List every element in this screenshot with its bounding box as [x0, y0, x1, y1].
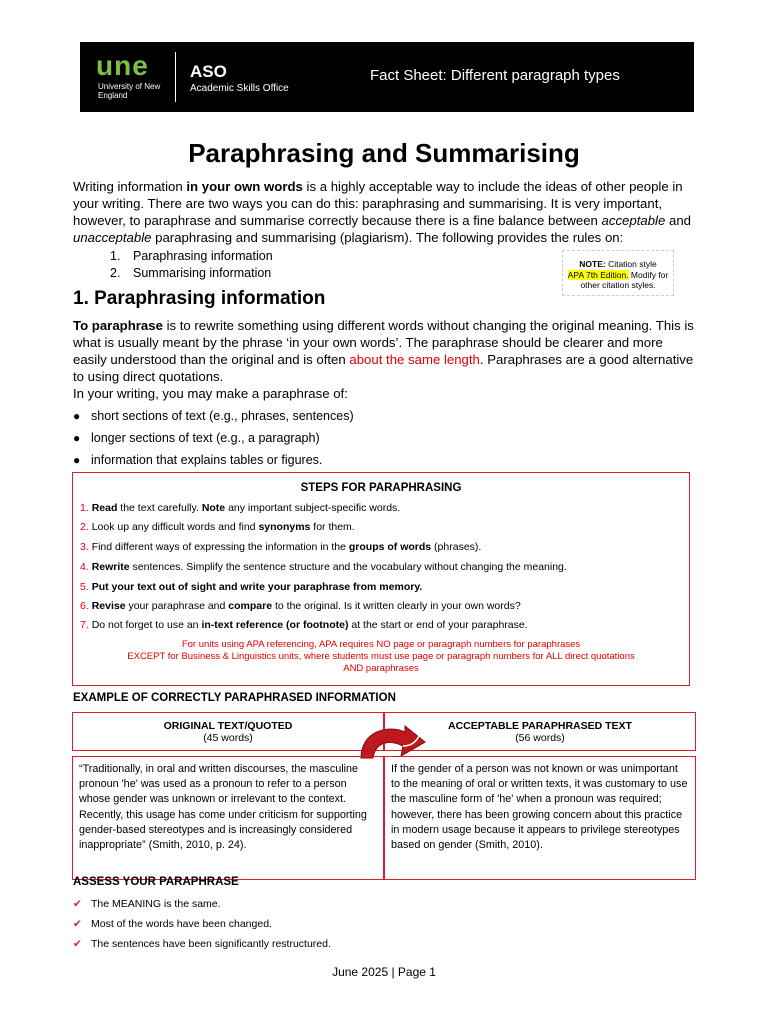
apa-note: For units using APA referencing, APA requires NO page or paragraph numbers for paraphrases EXCEPT for Business & Linguistics units, where students must use page or paragraph numbers for ALL direct quotations AND paraphrases [127, 639, 635, 674]
curved-arrow-icon [357, 722, 429, 760]
une-logo: une [96, 50, 149, 81]
assess-title: ASSESS YOUR PARAPHRASE [73, 876, 239, 888]
intro-list [110, 248, 273, 282]
step-4: 4. Rewrite sentences. Simplify the sentence structure and the vocabulary without changing the meaning. [80, 561, 567, 573]
paraphrased-header: ACCEPTABLE PARAPHRASED TEXT (56 words) [384, 712, 696, 751]
step-2: 2. Look up any difficult words and find synonyms for them. [80, 521, 355, 533]
page-title: Paraphrasing and Summarising [188, 138, 580, 168]
step-7: 7. Do not forget to use an in-text reference (or footnote) at the start or end of your paraphrase. [80, 619, 528, 631]
bullet-icon: ● [73, 409, 81, 423]
header-banner [80, 42, 694, 112]
step-1: 1. Read the text carefully. Note any important subject-specific words. [80, 502, 401, 514]
university-name: University of New England [98, 82, 161, 100]
check-icon: ✔ [73, 918, 82, 930]
list-item: ● longer sections of text (e.g., a paragraph) [73, 428, 354, 450]
check-icon: ✔ [73, 898, 82, 910]
steps-box [72, 472, 690, 686]
paraphrase-definition: To paraphrase is to rewrite something using different words without changing the original meaning. This is what is usually meant by the phrase ‘in your own words’. The paraphrase should be clearer and more easily understood than the original and is often about the same length. Paraphrases are a good alternative to using direct quotations. [73, 318, 694, 384]
list-item: ● information that explains tables or figures. [73, 450, 354, 472]
original-header: ORIGINAL TEXT/QUOTED (45 words) [72, 712, 384, 751]
assess-list [73, 895, 331, 955]
intro-paragraph: Writing information in your own words is a highly acceptable way to include the ideas of other people in your writing. There are two ways you can do this: paraphrasing and summarising. It is very important, however, to paraphrase and summarise correctly because there is a fine balance between acceptable and unacceptable paraphrasing and summarising (plagiarism). The following provides the rules on: [73, 179, 691, 245]
list-item: ✔ The sentences have been significantly restructured. [73, 935, 331, 955]
list-item: 1. Paraphrasing information [110, 249, 273, 263]
paraphrase-intro: In your writing, you may make a paraphrase of: [73, 386, 348, 401]
step-6: 6. Revise your paraphrase and compare to the original. Is it written clearly in your own words? [80, 600, 521, 612]
logo-divider [175, 52, 176, 102]
section-heading: 1. Paraphrasing information [73, 288, 326, 309]
check-icon: ✔ [73, 938, 82, 950]
aso-label: ASO [190, 62, 227, 81]
steps-title: STEPS FOR PARAPHRASING [300, 482, 462, 494]
bullet-list [73, 406, 354, 472]
bullet-icon: ● [73, 431, 81, 445]
step-3: 3. Find different ways of expressing the information in the groups of words (phrases). [80, 541, 482, 553]
list-item: 2. Summarising information [110, 266, 272, 280]
list-item: ● short sections of text (e.g., phrases, sentences) [73, 406, 354, 428]
list-item: ✔ Most of the words have been changed. [73, 915, 331, 935]
citation-note: NOTE: Citation style APA 7th Edition. Modify for other citation styles. [562, 250, 674, 296]
bullet-icon: ● [73, 453, 81, 467]
aso-subtitle: Academic Skills Office [190, 83, 289, 94]
original-text: “Traditionally, in oral and written discourses, the masculine pronoun 'he' was used as a pronoun to refer to a person whose gender was unknown or irrelevant to the context. Recently, this usage has come under criticism for supporting gender-based stereotypes and is increasingly considered inappropriate” (Smith, 2010, p. 24). [72, 756, 384, 880]
step-5: 5. Put your text out of sight and write your paraphrase from memory. [80, 581, 423, 593]
fact-sheet-title: Fact Sheet: Different paragraph types [370, 67, 620, 84]
example-title: EXAMPLE OF CORRECTLY PARAPHRASED INFORMATION [73, 692, 396, 704]
page-footer: June 2025 | Page 1 [332, 965, 436, 979]
list-item: ✔ The MEANING is the same. [73, 895, 331, 915]
paraphrased-text: If the gender of a person was not known or was unimportant to the meaning of oral or written texts, it was customary to use the masculine form of 'he' when a pronoun was required; however, there has been growing concern about this practice in modern usage because it appears to privilege stereotypes based on gender (Smith, 2010). [384, 756, 696, 880]
